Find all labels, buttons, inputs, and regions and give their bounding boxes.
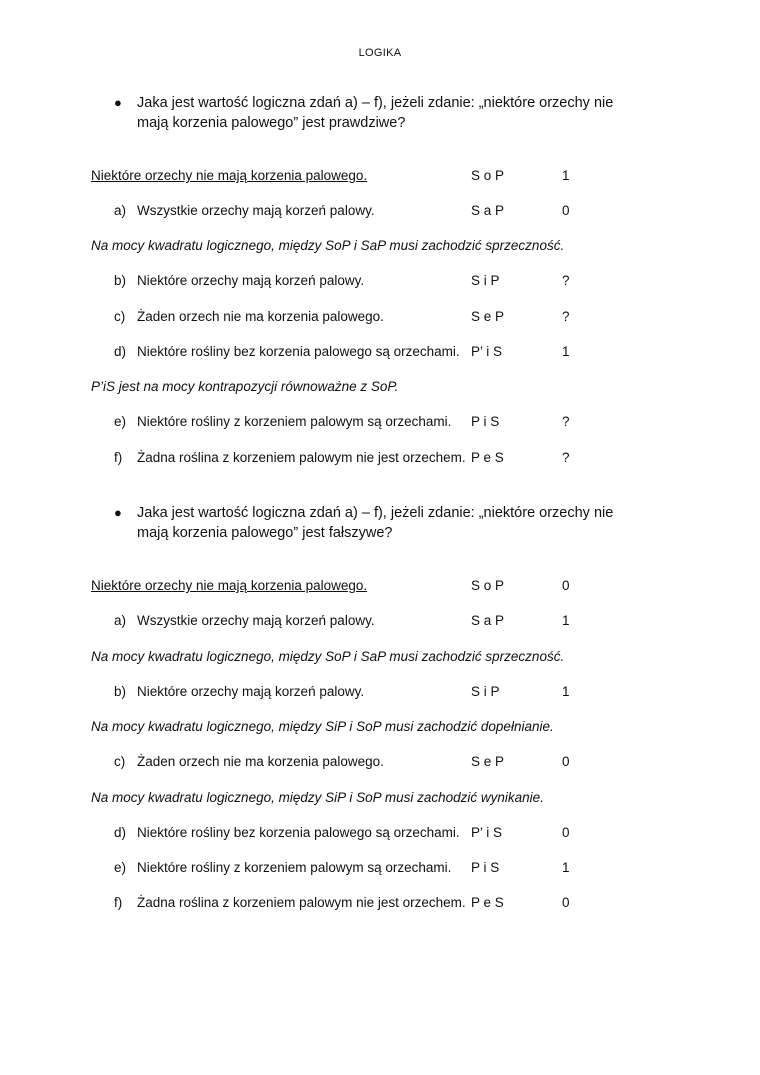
truth-value: ? (562, 414, 570, 429)
truth-value: ? (562, 450, 570, 465)
truth-value: 1 (562, 168, 570, 183)
formula: P i S (471, 414, 500, 429)
item-letter: d) (114, 344, 127, 359)
item-letter: f) (114, 895, 123, 910)
formula: S a P (471, 203, 505, 218)
item-row-c (0, 308, 760, 326)
truth-value: 0 (562, 203, 570, 218)
item-row-e (0, 413, 760, 431)
item-text: Wszystkie orzechy mają korzeń palowy. (137, 613, 375, 628)
premise-row (0, 167, 760, 185)
formula: S i P (471, 273, 500, 288)
formula: S o P (471, 578, 505, 593)
formula: S e P (471, 754, 505, 769)
note: Na mocy kwadratu logicznego, między SoP i SaP musi zachodzić sprzeczność. (91, 238, 565, 253)
note: Na mocy kwadratu logicznego, między SiP i SoP musi zachodzić dopełnianie. (91, 719, 554, 734)
item-letter: b) (114, 273, 127, 288)
page-header: LOGIKA (358, 47, 402, 59)
item-row-b (0, 272, 760, 290)
formula: P e S (471, 450, 504, 465)
truth-value: 1 (562, 344, 570, 359)
formula: S e P (471, 309, 505, 324)
truth-value: 1 (562, 860, 570, 875)
item-text: Niektóre rośliny z korzeniem palowym są orzechami. (137, 860, 452, 875)
truth-value: ? (562, 309, 570, 324)
item-row-e (0, 859, 760, 877)
item-row-a (0, 202, 760, 220)
item-letter: a) (114, 203, 127, 218)
note: Na mocy kwadratu logicznego, między SiP i SoP musi zachodzić wynikanie. (91, 790, 544, 805)
item-letter: e) (114, 414, 127, 429)
premise-row (0, 577, 760, 595)
bullet-icon: ● (114, 95, 122, 110)
item-text: Żaden orzech nie ma korzenia palowego. (137, 309, 384, 324)
item-row-d (0, 343, 760, 361)
item-row-b (0, 683, 760, 701)
item-text: Żadna roślina z korzeniem palowym nie jest orzechem. (137, 895, 466, 910)
truth-value: 1 (562, 684, 570, 699)
truth-value: 1 (562, 613, 570, 628)
item-text: Wszystkie orzechy mają korzeń palowy. (137, 203, 375, 218)
note: Na mocy kwadratu logicznego, między SoP i SaP musi zachodzić sprzeczność. (91, 649, 565, 664)
note: P’iS jest na mocy kontrapozycji równoważne z SoP. (91, 379, 399, 394)
item-text: Niektóre orzechy mają korzeń palowy. (137, 684, 365, 699)
bullet-icon: ● (114, 505, 122, 520)
item-text: Niektóre orzechy mają korzeń palowy. (137, 273, 365, 288)
formula: P e S (471, 895, 504, 910)
truth-value: 0 (562, 754, 570, 769)
item-letter: a) (114, 613, 127, 628)
formula: S i P (471, 684, 500, 699)
truth-value: 0 (562, 825, 570, 840)
item-letter: e) (114, 860, 127, 875)
truth-value: 0 (562, 578, 570, 593)
item-text: Niektóre rośliny z korzeniem palowym są orzechami. (137, 414, 452, 429)
question-text: Jaka jest wartość logiczna zdań a) – f), jeżeli zdanie: „niektóre orzechy nie mają korzenia palowego” jest prawdziwe? (137, 95, 614, 131)
premise-text: Niektóre orzechy nie mają korzenia palowego. (91, 168, 368, 183)
premise-text: Niektóre orzechy nie mają korzenia palowego. (91, 578, 368, 593)
truth-value: ? (562, 273, 570, 288)
item-row-f (0, 449, 760, 467)
item-text: Niektóre rośliny bez korzenia palowego są orzechami. (137, 825, 460, 840)
formula: P’ i S (471, 825, 503, 840)
item-row-c (0, 753, 760, 771)
item-row-d (0, 824, 760, 842)
item-letter: d) (114, 825, 127, 840)
item-letter: c) (114, 309, 126, 324)
item-row-f (0, 894, 760, 912)
formula: P i S (471, 860, 500, 875)
formula: S a P (471, 613, 505, 628)
question-1 (114, 93, 644, 133)
truth-value: 0 (562, 895, 570, 910)
item-letter: b) (114, 684, 127, 699)
formula: S o P (471, 168, 505, 183)
item-text: Niektóre rośliny bez korzenia palowego są orzechami. (137, 344, 460, 359)
item-text: Żaden orzech nie ma korzenia palowego. (137, 754, 384, 769)
item-text: Żadna roślina z korzeniem palowym nie jest orzechem. (137, 450, 466, 465)
formula: P’ i S (471, 344, 503, 359)
question-text: Jaka jest wartość logiczna zdań a) – f), jeżeli zdanie: „niektóre orzechy nie mają korzenia palowego” jest fałszywe? (137, 505, 614, 541)
item-row-a (0, 612, 760, 630)
item-letter: f) (114, 450, 123, 465)
item-letter: c) (114, 754, 126, 769)
question-2 (114, 503, 644, 543)
